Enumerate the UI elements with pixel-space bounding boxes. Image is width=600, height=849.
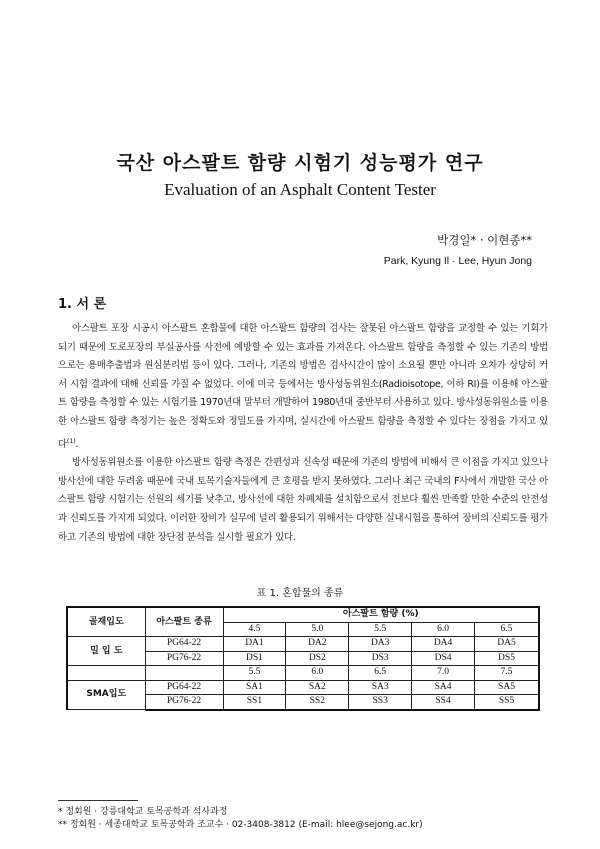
footnote: * 정회원 · 강릉대학교 토목공학과 석사과정 [58,807,228,817]
table-caption: 표 1. 혼합물의 종류 [256,588,344,599]
table-cell: SA1 [223,680,286,695]
header-gradation: 골재입도 [67,607,145,637]
table-cell: DA3 [349,637,412,652]
table-cell: SA3 [349,680,412,695]
table-cell: SS3 [349,695,412,710]
citation: (1) [66,436,76,445]
content-cell: 6.0 [286,666,349,681]
table-cell: DA4 [412,637,475,652]
binder-cell: PG64-22 [145,680,223,695]
table-cell: SS2 [286,695,349,710]
body-text [58,320,548,547]
content-cell: 7.0 [412,666,475,681]
gradation-dense: 밀 입 도 [67,637,145,666]
content-cell: 5.5 [223,666,286,681]
header-content-group: 아스팔트 함량 (%) [223,607,539,622]
footnotes [58,806,558,832]
empty-cell [145,666,223,681]
content-cell: 7.5 [475,666,540,681]
header-binder: 아스팔트 종류 [145,607,223,637]
content-cell: 4.5 [223,622,286,637]
content-cell: 5.5 [349,622,412,637]
table-cell: DS4 [412,651,475,666]
authors-english: Park, Kyung Il · Lee, Hyun Jong [383,255,532,267]
table-cell: DA1 [223,637,286,652]
footnote-divider [58,800,138,801]
table-cell: SS1 [223,695,286,710]
gradation-sma: SMA입도 [67,680,145,710]
table-cell: DA2 [286,637,349,652]
table-cell: DS1 [223,651,286,666]
footnote: ** 정회원 · 세종대학교 토목공학과 조교수 · 02-3408-3812 (E-mail: hlee@sejong.ac.kr) [58,820,423,830]
content-cell: 6.5 [475,622,540,637]
binder-cell: PG76-22 [145,651,223,666]
empty-cell [67,666,145,681]
title-english: Evaluation of an Asphalt Content Tester [164,180,436,199]
content-cell: 6.5 [349,666,412,681]
table-cell: DA5 [475,637,540,652]
content-cell: 6.0 [412,622,475,637]
table-cell: SA5 [475,680,540,695]
table-cell: DS5 [475,651,540,666]
table-cell: SS5 [475,695,540,710]
table-cell: SS4 [412,695,475,710]
title-korean: 국산 아스팔트 함량 시험기 성능평가 연구 [116,152,484,174]
paragraph: 아스팔트 포장 시공시 아스팔트 혼합물에 대한 아스팔트 함량의 검사는 잘못된 아스팔트 함량을 교정할 수 있는 기회가 되기 때문에 도로포장의 부실공사를 사전에 예방할 수 있는 효과를 가져온다. 아스팔트 함량을 측정할 수 있는 기존의 방법으로는 용매추출법과 원심분리법 등이 있다. 그러나, 기존의 방법은 검사시간이 많이 소요될 뿐만 아니라 오차가 상당히 커서 시험 결과에 대해 신뢰를 가질 수 없었다. 이에 미국 등에서는 방사성동위원소(Radioisotope, 이하 RI)를 이용해 아스팔트 함량을 측정할 수 있는 시험기를 1970년대 말부터 개발하여 1980년대 중반부터 사용하고 있다. 방사성동위원소를 이용한 아스팔트 함량 측정기는 높은 정확도와 정밀도를 가지며, 실시간에 아스팔트 함량을 측정할 수 있다는 장점을 가지고 있다$^{(1)}$. [58,323,548,450]
authors-korean: 박경일* · 이현종** [437,233,532,247]
table-cell: DS3 [349,651,412,666]
content-cell: 5.0 [286,622,349,637]
section-heading: 1. 서 론 [58,297,107,312]
table-cell: SA4 [412,680,475,695]
paragraph: 방사성동위원소를 이용한 아스팔트 함량 측정은 간편성과 신속성 때문에 기존의 방법에 비해서 큰 이점을 가지고 있으나 방사선에 대한 두려움 때문에 국내 토목기술자들에게 큰 호평을 받지 못하였다. 그러나 최근 국내의 F사에서 개발한 국산 아스팔트 함량 시험기는 선원의 세기를 낮추고, 방사선에 대한 차폐체를 설치함으로서 전보다 훨씬 만족할 만한 수준의 안전성과 신뢰도를 가지게 되었다. 이러한 장비가 실무에 널리 활용되기 위해서는 다양한 실내시험을 통하여 장비의 신뢰도를 평가하고 기존의 방법에 대한 장단점 분석을 실시할 필요가 있다. [58,457,548,543]
table-cell: SA2 [286,680,349,695]
binder-cell: PG64-22 [145,637,223,652]
mixture-table [66,606,540,711]
table-cell: DS2 [286,651,349,666]
binder-cell: PG76-22 [145,695,223,710]
